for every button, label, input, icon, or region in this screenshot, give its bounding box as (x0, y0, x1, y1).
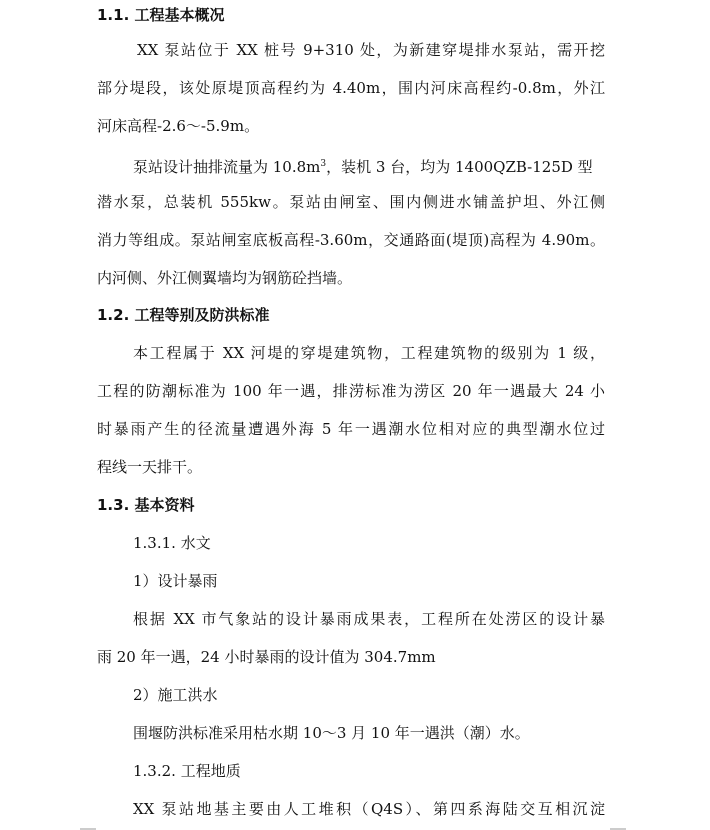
para-line: XX 泵站位于 XX 桩号 9+310 处，为新建穿堤排水泵站，需开挖 (137, 41, 605, 59)
para-line: 围堰防洪标准采用枯水期 10～3 月 10 年一遇洪（潮）水。 (133, 724, 530, 742)
para-line: 部分堤段，该处原堤顶高程约为 4.40m，围内河床高程约-0.8m，外江 (97, 79, 605, 97)
list-item-construction-flood: 2）施工洪水 (133, 686, 218, 704)
superscript: 3 (320, 159, 327, 169)
para-line: 潜水泵，总装机 555kw。泵站由闸室、围内侧进水铺盖护坦、外江侧 (97, 193, 605, 211)
para-line: 消力等组成。泵站闸室底板高程-3.60m，交通路面(堤顶)高程为 4.90m。 (97, 231, 605, 249)
para-line: 河床高程-2.6～-5.9m。 (97, 117, 260, 135)
subheading-1-3-2: 1.3.2. 工程地质 (133, 762, 241, 780)
para-line: 雨 20 年一遇，24 小时暴雨的设计值为 304.7mm (97, 648, 436, 666)
para-text: ，装机 3 台，均为 1400QZB-125D 型 (326, 158, 593, 176)
subheading-1-3-1: 1.3.1. 水文 (133, 534, 211, 552)
para-line: 内河侧、外江侧翼墙均为钢筋砼挡墙。 (97, 269, 353, 287)
para-line-with-superscript (133, 154, 605, 177)
para-line: 程线一天排干。 (97, 458, 203, 476)
heading-1-3: 1.3. 基本资料 (97, 496, 195, 514)
para-line: 时暴雨产生的径流量遭遇外海 5 年一遇潮水位相对应的典型潮水位过 (97, 420, 605, 438)
heading-1-1: 1.1. 工程基本概况 (97, 6, 225, 24)
list-item-design-rainstorm: 1）设计暴雨 (133, 572, 218, 590)
para-line: 本工程属于 XX 河堤的穿堤建筑物，工程建筑物的级别为 1 级， (133, 344, 605, 362)
para-text: 泵站设计抽排流量为 10.8m (133, 158, 321, 176)
para-line: 根据 XX 市气象站的设计暴雨成果表，工程所在处涝区的设计暴 (133, 610, 605, 628)
heading-1-2: 1.2. 工程等别及防洪标准 (97, 306, 270, 324)
para-line: XX 泵站地基主要由人工堆积（Q4S）、第四系海陆交互相沉淀 (133, 800, 605, 818)
para-line: 工程的防潮标准为 100 年一遇，排涝标准为涝区 20 年一遇最大 24 小 (97, 382, 605, 400)
